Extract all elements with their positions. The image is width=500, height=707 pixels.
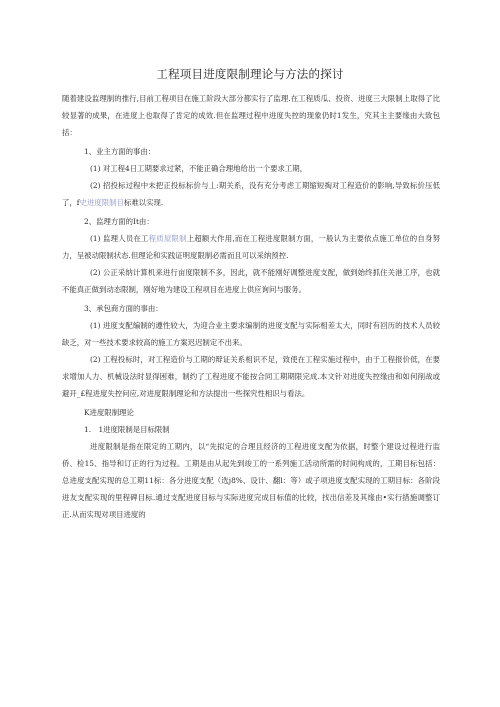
paragraph-owner-1: (1) 对工程4日工期要求过紧，不能正确合理地给出一个要求工期， bbox=[90, 164, 308, 173]
section-heading-owner: 1、业主方面的事由： bbox=[84, 147, 156, 156]
section-heading-theory: K进度限制理论 bbox=[84, 408, 134, 417]
section-heading-contractor: 3、承包商方面的事由： bbox=[84, 304, 163, 313]
quality-control-link[interactable]: 程质屋限制 bbox=[148, 234, 187, 243]
intro-paragraph: 随着建设监理制的推行,目前工程项目在施工阶段大部分都实行了监理.在工程质瓜、投资、进度三大限制上取得了比较显著的成果，在进度上也取得了肯定的成效.但在监理过程中进度失控的现象仍时1发生，究其主主要缘由大致包括： bbox=[62, 94, 440, 137]
paragraph-owner-2: (2) 招投标过程中未把正投标标价与丄:期关系，没有充分考虑工期缩短掏对工程造价的影响,导致标价压低了，f史进度限制目标难以实现. bbox=[62, 181, 440, 207]
paragraph-supervision-2: (2) 公正采纳计算机来进行亩度限制不多，因此，就不能刚好调整进度支配，做到始终抓住关港工序，也就不能真正做到动态限制，刚好地为建设工程项目在进度上供应询问与服务。 bbox=[62, 268, 440, 294]
paragraph-contractor-2: (2) 工程投标时，对工程造价与工期的辩证关系相识不足，致使在工程实施过程中，由于工程报价低，在要求增加人力、机械设法时显得困难，制约了工程进度不能按合同工期期限完成.本文针对进度失控缘由和如何削战或避开_£程进度失控问应,对进度限制理论和方法提出一些探究性相识与看法。 bbox=[62, 355, 440, 398]
page-title: 工程项目进度限制理论与方法的探讨 bbox=[156, 67, 344, 81]
paragraph-theory-1: 进度限制是指在限定的工期内，以“先拟定的合理且经济的工程进度支配为依据，时整个建设过程进行监侨、检15、指导和订正的行为过程。工期是由从起先到竣工的一系列施工活动所需的时间构成的，工期目标包括：总进度支配实现的总工期11标：各分进度支配（选j8%、设计、翻l：等）或子项进度支配实现的工期目标：各阶段进友支配实现的里程碑目标.通过支配进度目标与实际进度完成目标值的比较，找出信差及其缘由•实行措施调整订正.从而实现对项目进度的 bbox=[62, 442, 440, 519]
paragraph-supervision-1: (1) 监理人员在工程质屋限制上超额大作用,而在工程进度限制方面，一般认为主要依点施工单位的自身努力，呈被动限制状态.但理论和实践证明度限制必需而且可以采纳预控. bbox=[62, 234, 440, 260]
paragraph-contractor-1: (1) 进度支配编制的遵性较大，为迎合业主要求编制的进度支配与实际相差太大，同时有回历的技术人员较缺乏，对一些技术要求较高的施工方案迟迟制定不出来。 bbox=[62, 321, 440, 347]
progress-control-link[interactable]: 史进度限制目 bbox=[79, 198, 124, 207]
subsection-heading-goal: 1. 1进度限制是目标限制 bbox=[84, 425, 170, 434]
section-heading-supervision: 2、监理方面的It由： bbox=[84, 217, 154, 226]
document-body bbox=[62, 90, 440, 523]
